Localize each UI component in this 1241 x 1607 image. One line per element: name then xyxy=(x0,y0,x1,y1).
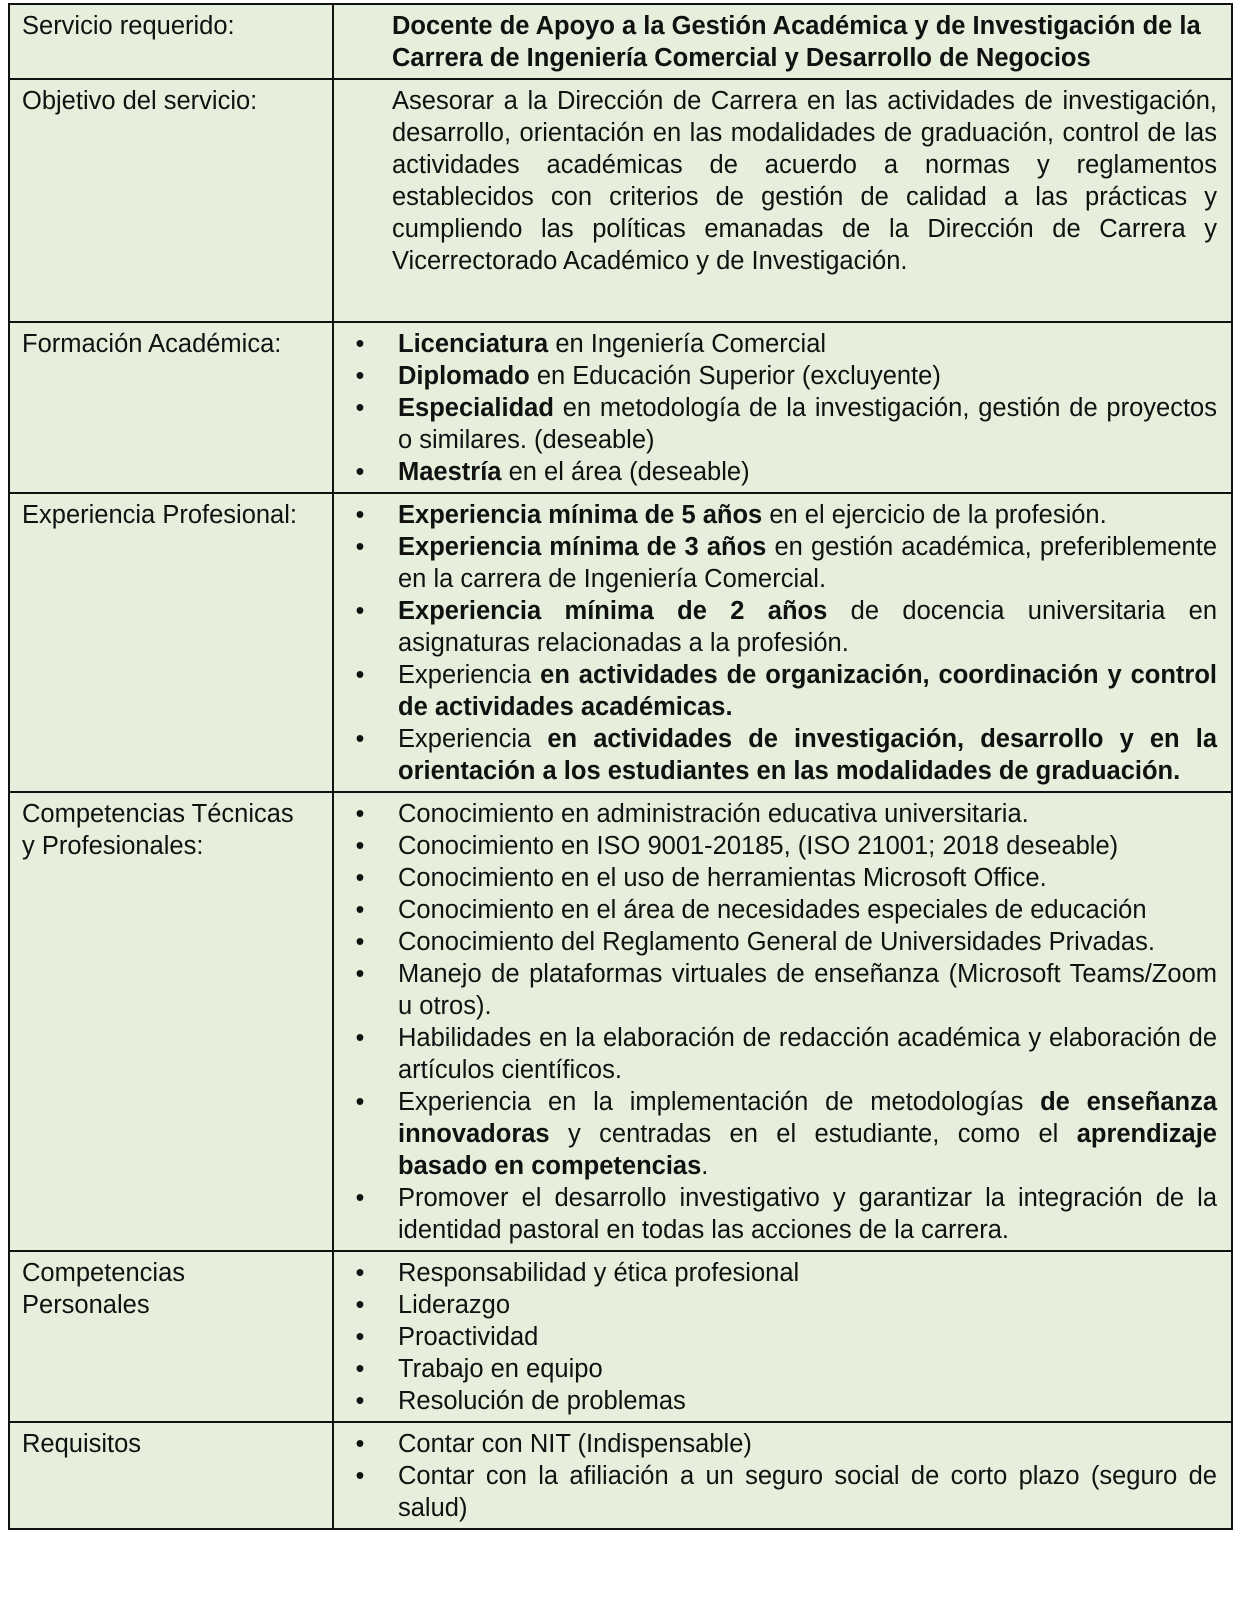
objective-text: Asesorar a la Dirección de Carrera en las actividades de investigación, desarrollo, orientación en las modalidades de graduación, control de las actividades académicas de acuerdo a normas y reglamentos establecidos con criterios de gestión de calidad a las prácticas y cumpliendo las políticas emanadas de la Dirección de Carrera y Vicerrectorado Académico y de Investigación. xyxy=(392,87,1217,275)
list-item: • Experiencia en actividades de investigación, desarrollo y en la orientación a los estudiantes en las modalidades de graduación. xyxy=(355,725,1217,785)
list-item: • Experiencia en actividades de organización, coordinación y control de actividades académicas. xyxy=(355,661,1217,721)
row-objetivo xyxy=(9,79,1232,322)
list-item: • Proactividad xyxy=(355,1323,539,1351)
list-item: • Liderazgo xyxy=(355,1291,510,1319)
list-item: • Contar con la afiliación a un seguro social de corto plazo (seguro de salud) xyxy=(355,1462,1217,1522)
list-item: • Conocimiento en ISO 9001-20185, (ISO 21001; 2018 deseable) xyxy=(355,832,1119,860)
row-tecnicas xyxy=(9,792,1232,1251)
list-item: • Especialidad en metodología de la investigación, gestión de proyectos o similares. (deseable) xyxy=(355,394,1217,454)
list-item: • Experiencia mínima de 3 años en gestión académica, preferiblemente en la carrera de Ingeniería Comercial. xyxy=(355,533,1217,593)
row-servicio xyxy=(9,4,1232,79)
list-item: • Experiencia mínima de 5 años en el ejercicio de la profesión. xyxy=(355,501,1107,529)
list-item: • Promover el desarrollo investigativo y garantizar la integración de la identidad pastoral en todas las acciones de la carrera. xyxy=(355,1184,1217,1244)
row-personales xyxy=(9,1251,1232,1422)
list-item: • Trabajo en equipo xyxy=(355,1355,603,1383)
label-objetivo: Objetivo del servicio: xyxy=(9,79,333,322)
row-requisitos xyxy=(9,1422,1232,1529)
label-experiencia: Experiencia Profesional: xyxy=(9,493,333,792)
label-servicio: Servicio requerido: xyxy=(9,4,333,79)
list-item: • Experiencia mínima de 2 años de docencia universitaria en asignaturas relacionadas a la profesión. xyxy=(355,597,1217,657)
list-item: • Conocimiento en el área de necesidades especiales de educación xyxy=(355,896,1147,924)
list-item: • Diplomado en Educación Superior (excluyente) xyxy=(355,362,941,390)
list-item: • Experiencia en la implementación de metodologías de enseñanza innovadoras y centradas en el estudiante, como el aprendizaje basado en competencias. xyxy=(355,1088,1218,1180)
tecnicas-list xyxy=(334,798,1217,1246)
list-item: • Conocimiento en administración educativa universitaria. xyxy=(355,800,1029,828)
label-tecnicas: Competencias Técnicas y Profesionales: xyxy=(9,792,333,1251)
row-experiencia xyxy=(9,493,1232,792)
list-item: • Responsabilidad y ética profesional xyxy=(355,1259,800,1287)
list-item: • Habilidades en la elaboración de redacción académica y elaboración de artículos científicos. xyxy=(355,1024,1217,1084)
row-formacion xyxy=(9,322,1232,493)
label-personales: Competencias Personales xyxy=(9,1251,333,1422)
personales-list xyxy=(334,1257,1217,1417)
label-formacion: Formación Académica: xyxy=(9,322,333,493)
requisitos-list xyxy=(334,1428,1217,1524)
list-item: • Conocimiento en el uso de herramientas Microsoft Office. xyxy=(355,864,1047,892)
list-item: • Conocimiento del Reglamento General de Universidades Privadas. xyxy=(355,928,1155,956)
label-requisitos: Requisitos xyxy=(9,1422,333,1529)
list-item: • Maestría en el área (deseable) xyxy=(355,458,750,486)
list-item: • Licenciatura en Ingeniería Comercial xyxy=(355,330,827,358)
requirements-table xyxy=(8,3,1233,1530)
formacion-list xyxy=(334,328,1217,488)
service-title: Docente de Apoyo a la Gestión Académica y de Investigación de la Carrera de Ingeniería Comercial y Desarrollo de Negocios xyxy=(392,12,1201,72)
list-item: • Contar con NIT (Indispensable) xyxy=(355,1430,752,1458)
list-item: • Resolución de problemas xyxy=(355,1387,686,1415)
experiencia-list xyxy=(334,499,1217,787)
list-item: • Manejo de plataformas virtuales de enseñanza (Microsoft Teams/Zoom u otros). xyxy=(355,960,1217,1020)
